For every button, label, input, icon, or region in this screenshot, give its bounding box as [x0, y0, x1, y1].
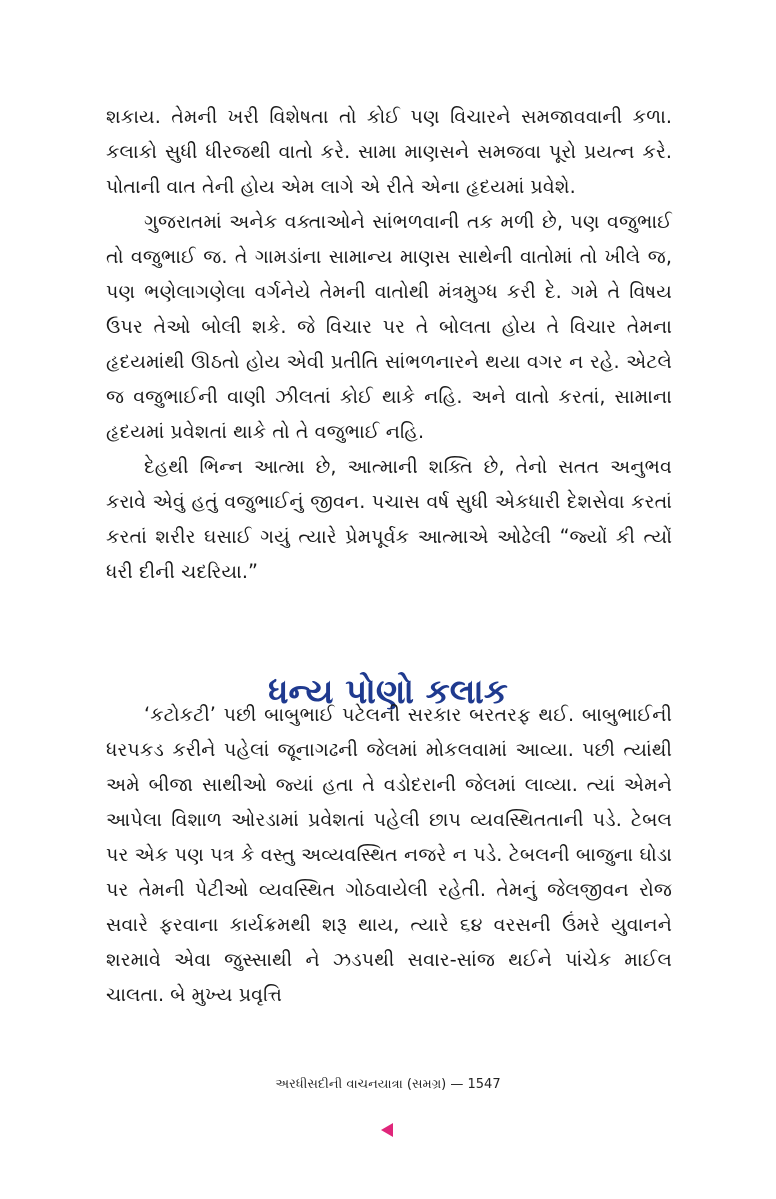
- previous-page-icon[interactable]: [381, 1123, 393, 1137]
- page-footer: અરધીસદીની વાચનયાત્રા (સમગ્ર) — 1547: [275, 1077, 501, 1092]
- paragraph: શકાય. તેમની ખરી વિશેષતા તો કોઈ પણ વિચારને સમજાવવાની કળા. કલાકો સુધી ધીરજથી વાતો કરે. સામા માણસને સમજવા પૂરો પ્રયત્ન કરે. પોતાની વાત તેની હોય એમ લાગે એ રીતે એના હૃદયમાં પ્રવેશે.: [106, 105, 672, 198]
- section-heading: ધન્ય પોણો કલાક: [268, 672, 508, 712]
- paragraph: ગુજરાતમાં અનેક વક્તાઓને સાંભળવાની તક મળી છે, પણ વજુભાઈ તો વજુભાઈ જ. તે ગામડાંના સામાન્ય માણસ સાથેની વાતોમાં તો ખીલે જ, પણ ભણેલાગણેલા વર્ગનેયે તેમની વાતોથી મંત્રમુગ્ધ કરી દે. ગમે તે વિષય ઉપર તેઓ બોલી શકે. જે વિચાર પર તે બોલતા હોય તે વિચાર તેમના હૃદયમાંથી ઊઠતો હોય એવી પ્રતીતિ સાંભળનારને થયા વગર ન રહે. એટલે જ વજુભાઈની વાણી ઝીલતાં કોઈ થાકે નહિ. અને વાતો કરતાં, સામાના હૃદયમાં પ્રવેશતાં થાકે તો તે વજુભાઈ નહિ.: [106, 210, 672, 443]
- text-block-top: [106, 99, 672, 589]
- paragraph: દેહથી ભિન્ન આત્મા છે, આત્માની શક્તિ છે, તેનો સતત અનુભવ કરાવે એવું હતું વજુભાઈનું જીવન. પચાસ વર્ષ સુધી એકધારી દેશસેવા કરતાં કરતાં શરીર ઘસાઈ ગયું ત્યારે પ્રેમપૂર્વક આત્માએ ઓઢેલી “જ્યોં કી ત્યોં ધરી દીની ચદરિયા.”: [106, 455, 672, 583]
- text-block-bottom: [106, 697, 672, 1012]
- paragraph: ‘કટોકટી’ પછી બાબુભાઈ પટેલની સરકાર બરતરફ થઈ. બાબુભાઈની ધરપકડ કરીને પહેલાં જૂનાગઢની જેલમાં મોકલવામાં આવ્યા. પછી ત્યાંથી અમે બીજા સાથીઓ જ્યાં હતા તે વડોદરાની જેલમાં લાવ્યા. ત્યાં એમને આપેલા વિશાળ ઓરડામાં પ્રવેશતાં પહેલી છાપ વ્યવસ્થિતતાની પડે. ટેબલ પર એક પણ પત્ર કે વસ્તુ અવ્યવસ્થિત નજરે ન પડે. ટેબલની બાજુના ઘોડા પર તેમની પેટીઓ વ્યવસ્થિત ગોઠવાયેલી રહેતી. તેમનું જેલજીવન રોજ સવારે ફરવાના કાર્યક્રમથી શરૂ થાય, ત્યારે ૬૪ વરસની ઉંમરે યુવાનને શરમાવે એવા જુસ્સાથી ને ઝડપથી સવાર-સાંજ થઈને પાંચેક માઈલ ચાલતા. બે મુખ્ય પ્રવૃત્તિ: [106, 703, 672, 1006]
